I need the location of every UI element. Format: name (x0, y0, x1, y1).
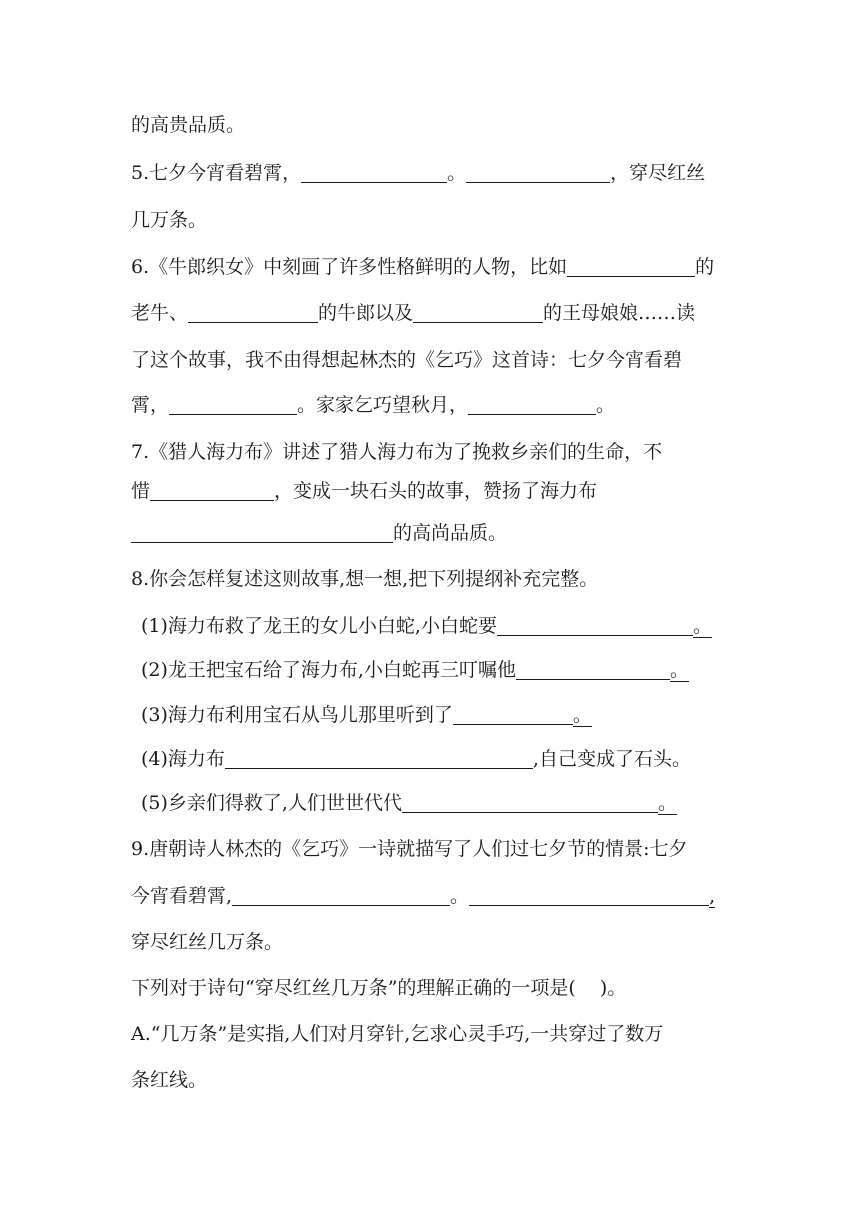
text-line (131, 392, 731, 418)
line-text: A.“几万条”是实指,人们对月穿针,乞求心灵手巧,一共穿过了数万 (131, 1023, 664, 1045)
option-a (131, 1021, 731, 1047)
text-line (131, 1067, 731, 1093)
line-text: 的高贵品质。 (131, 114, 246, 136)
question-6 (131, 254, 731, 280)
line-text: 。 (596, 394, 616, 416)
text-line (131, 883, 731, 909)
answer-blank[interactable] (402, 792, 658, 813)
line-text: )。 (599, 977, 627, 999)
answer-blank[interactable] (188, 302, 318, 323)
line-text: 8.你会怎样复述这则故事,想一想,把下列提纲补充完整。 (131, 568, 599, 590)
answer-blank[interactable] (150, 480, 274, 501)
line-text: 霄， (131, 394, 170, 416)
outline-item-2 (141, 657, 741, 683)
line-text: 条红线。 (131, 1069, 208, 1091)
line-text: 的牛郎以及 (318, 302, 414, 324)
line-text: ，变成一块石头的故事，赞扬了海力布 (274, 480, 598, 502)
line-text: 。家家乞巧望秋月， (297, 394, 469, 416)
text-line (131, 520, 731, 546)
line-text: , (709, 885, 716, 907)
line-text: 9.唐朝诗人林杰的《乞巧》一诗就描写了人们过七夕节的情景:七夕 (131, 838, 688, 860)
line-text: 老牛、 (131, 302, 189, 324)
line-text: ，穿尽红丝 (610, 162, 706, 184)
line-text: 。 (692, 615, 712, 637)
line-text: (4)海力布 (141, 748, 225, 770)
answer-blank[interactable] (567, 256, 695, 277)
line-text: 穿尽红丝几万条。 (131, 931, 284, 953)
line-text: 了这个故事，我不由得想起林杰的《乞巧》这首诗：七夕今宵看碧 (131, 349, 683, 371)
line-text: 的王母娘娘……读 (543, 302, 696, 324)
answer-blank[interactable] (232, 885, 450, 906)
answer-blank[interactable] (225, 748, 533, 769)
question-9 (131, 836, 731, 862)
line-text: 7.《猎人海力布》讲述了猎人海力布为了挽救乡亲们的生命，不 (131, 441, 663, 463)
line-text: 5.七夕今宵看碧霄， (131, 162, 302, 184)
answer-blank[interactable] (497, 615, 693, 636)
outline-item-1 (141, 613, 741, 639)
text-line (131, 300, 731, 326)
answer-blank[interactable] (131, 522, 393, 543)
line-text: 今宵看碧霄, (131, 885, 233, 907)
line-text: 。 (450, 885, 470, 907)
line-text: 下列对于诗句“穿尽红丝几万条”的理解正确的一项是( (131, 977, 576, 999)
line-text: (5)乡亲们得救了,人们世世代代 (141, 792, 402, 814)
text-line (131, 112, 731, 138)
answer-blank[interactable] (468, 394, 596, 415)
answer-blank[interactable] (516, 659, 670, 680)
answer-blank[interactable] (469, 885, 709, 906)
answer-blank[interactable] (169, 394, 297, 415)
outline-item-4 (141, 746, 741, 772)
outline-item-3 (141, 702, 741, 728)
line-text: (3)海力布利用宝石从鸟儿那里听到了 (141, 704, 453, 726)
answer-blank[interactable] (301, 162, 447, 183)
text-line (131, 207, 731, 233)
line-text: 的 (695, 256, 715, 278)
question-7 (131, 439, 731, 465)
line-text: 几万条。 (131, 209, 208, 231)
outline-item-5 (141, 790, 741, 816)
line-text: 的高尚品质。 (393, 522, 508, 544)
question-8 (131, 566, 731, 592)
line-text: 。 (657, 792, 677, 814)
line-text: 。 (447, 162, 467, 184)
line-text: 。 (572, 704, 592, 726)
text-line (131, 929, 731, 955)
line-text: (2)龙王把宝石给了海力布,小白蛇再三叮嘱他 (141, 659, 516, 681)
question-5 (131, 160, 731, 186)
answer-blank[interactable] (466, 162, 610, 183)
line-text: (1)海力布救了龙王的女儿小白蛇,小白蛇要 (141, 615, 497, 637)
line-text: ,自己变成了石头。 (532, 748, 691, 770)
multiple-choice-question (131, 975, 731, 1001)
line-text: 6.《牛郎织女》中刻画了许多性格鲜明的人物，比如 (131, 256, 568, 278)
answer-blank[interactable] (413, 302, 543, 323)
text-line (131, 478, 731, 504)
line-text: 惜 (131, 480, 151, 502)
text-line (131, 347, 731, 373)
line-text: 。 (669, 659, 689, 681)
answer-blank[interactable] (453, 704, 573, 725)
